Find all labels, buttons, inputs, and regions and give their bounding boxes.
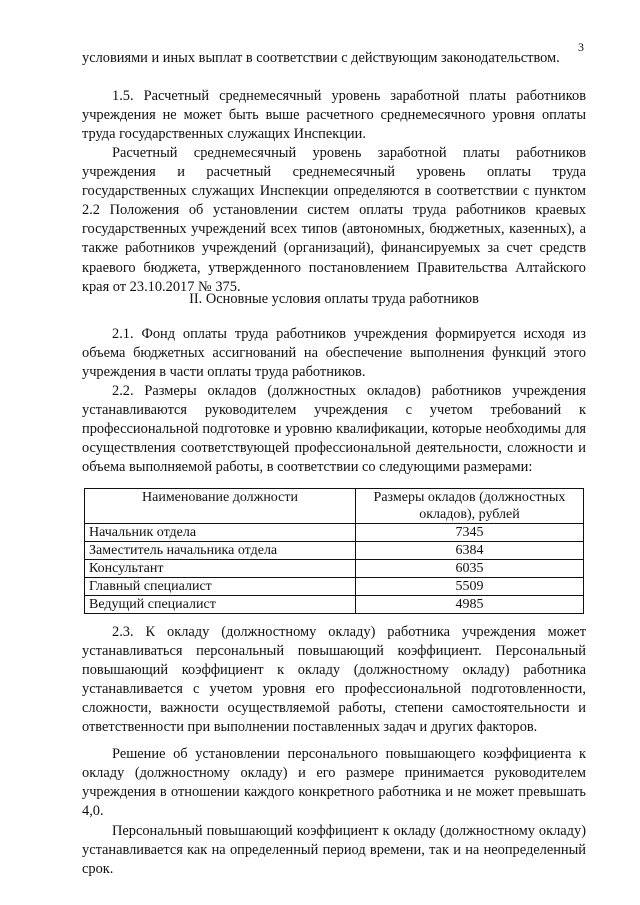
salary-cell: 4985 xyxy=(356,596,584,614)
position-cell: Ведущий специалист xyxy=(85,596,356,614)
table-row xyxy=(85,596,584,614)
paragraph-1-5: 1.5. Расчетный среднемесячный уровень заработной платы работников учреждения не может быть выше расчетного среднемесячного уровня оплаты труда государственных служащих Инспекции. xyxy=(82,88,586,143)
paragraph-salary-levels: Расчетный среднемесячный уровень заработной платы работников учреждения и расчетный среднемесячный уровень оплаты труда государственных служащих Инспекции определяются в соответствии с пунктом 2.2 Положения об установлении систем оплаты труда работников краевых государственных учреждений всех типов (автономных, бюджетных, казенных), а также работников учреждений (организаций), финансируемых за счет средств краевого бюджета, утвержденного постановлением Правительства Алтайского края от 23.10.2017 № 375. xyxy=(82,145,586,295)
paragraph-2-3: 2.3. К окладу (должностному окладу) работника учреждения может устанавливаться персональный повышающий коэффициент. Персональный повышающий коэффициент к окладу (должностному окладу) работника устанавливается с учетом уровня его профессиональной подготовленности, сложности, важности осуществляемой работы, степени самостоятельности и ответственности при выполнении поставленных задач и других факторов. xyxy=(82,624,586,736)
salary-cell: 6035 xyxy=(356,560,584,578)
paragraph-continuation: условиями и иных выплат в соответствии с действующим законодательством. xyxy=(82,50,560,66)
position-cell: Заместитель начальника отдела xyxy=(85,542,356,560)
table-row xyxy=(85,542,584,560)
position-cell: Начальник отдела xyxy=(85,524,356,542)
header-position: Наименование должности xyxy=(85,489,356,524)
position-cell: Консультант xyxy=(85,560,356,578)
position-cell: Главный специалист xyxy=(85,578,356,596)
table-header-row xyxy=(85,489,584,524)
section-heading: II. Основные условия оплаты труда работников xyxy=(189,291,479,307)
table-row xyxy=(85,578,584,596)
table-row xyxy=(85,560,584,578)
paragraph-2-2: 2.2. Размеры окладов (должностных окладов) работников учреждения устанавливаются руководителем учреждения с учетом требований к профессиональной подготовке и уровню квалификации, которые необходимы для осуществления соответствующей профессиональной деятельности, сложности и объема выполняемой работы, в соответствии со следующими размерами: xyxy=(82,383,586,476)
salary-cell: 5509 xyxy=(356,578,584,596)
header-salary: Размеры окладов (должностных окладов), рублей xyxy=(356,489,584,524)
salary-table xyxy=(84,488,584,614)
page-number: 3 xyxy=(578,40,584,54)
table-row xyxy=(85,524,584,542)
paragraph-2-1: 2.1. Фонд оплаты труда работников учреждения формируется исходя из объема бюджетных ассигнований на обеспечение выполнения функций этого учреждения в части оплаты труда работников. xyxy=(82,326,586,381)
salary-cell: 6384 xyxy=(356,542,584,560)
salary-cell: 7345 xyxy=(356,524,584,542)
paragraph-decision: Решение об установлении персонального повышающего коэффициента к окладу (должностному окладу) и его размере принимается руководителем учреждения в отношении каждого конкретного работника и не может превышать 4,0. xyxy=(82,746,586,820)
paragraph-coefficient-term: Персональный повышающий коэффициент к окладу (должностному окладу) устанавливается как на определенный период времени, так и на неопределенный срок. xyxy=(82,823,586,878)
